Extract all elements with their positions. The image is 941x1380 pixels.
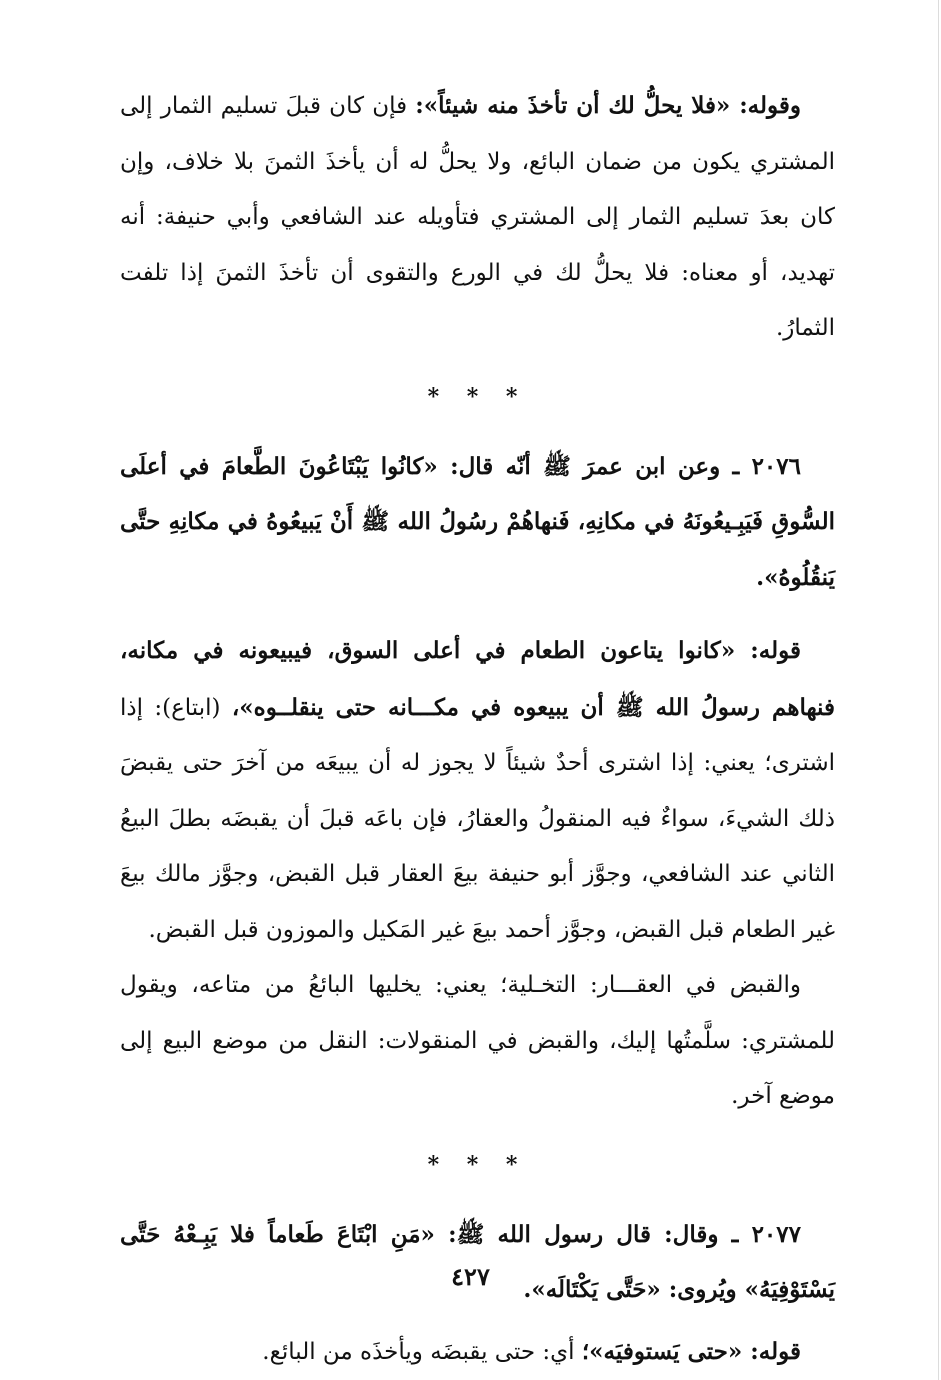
commentary-lead-1: وقوله: «فلا يحلُّ لك أن تأخذَ منه شيئاً»: xyxy=(415,92,802,119)
commentary-text-2: (ابتاع): إذا اشترى؛ يعني: إذا اشترى أحدٌ شيئاً لا يجوز له أن يبيعَه من آخرَ حتى يقبضَ ذلك الشيءَ، سواءٌ فيه المنقولُ والعقارُ، فإن باعَه قبلَ أن يقبضَه بطلَ البيعُ الثاني عند الشافعي، وجوَّز أبو حنيفة بيعَ العقار قبل القبض، وجوَّز مالك بيعَ غير الطعام قبل القبض، وجوَّز أحمد بيعَ غير المَكيل والموزون قبل القبض. xyxy=(120,694,835,943)
page-edge-line xyxy=(938,0,939,1380)
commentary-paragraph-4 xyxy=(120,1324,835,1380)
commentary-paragraph-3: والقبض في العقـــار: التخـلية؛ يعني: يخليها البائعُ من متاعه، ويقول للمشتري: سلَّمتُها إليك، والقبض في المنقولات: النقل من موضع البيع إلى موضع آخر. xyxy=(120,972,835,1109)
commentary-paragraph-2 xyxy=(120,623,835,958)
commentary-lead-4: قوله: «حتى يَستوفيَه»؛ xyxy=(581,1337,801,1365)
commentary-paragraph-1 xyxy=(120,78,835,357)
hadith-2077: ٢٠٧٧ ـ وقال: قال رسول الله ﷺ: «مَنِ ابْتَاعَ طَعاماً فلا يَبِـعْهُ حَتَّى يَسْتَوْفِيَهُ» ويُروى: «حَتَّى يَكْتَالَه». xyxy=(120,1220,835,1303)
section-separator-2: * * * xyxy=(427,1151,528,1178)
page-number: ٤٢٧ xyxy=(451,1262,490,1291)
page-body xyxy=(120,78,835,1380)
commentary-text-1: فإن كان قبلَ تسليم الثمار إلى المشتري يكون من ضمان البائع، ولا يحلُّ له أن يأخذَ الثمنَ بلا خلاف، وإن كان بعدَ تسليم الثمار إلى المشتري فتأويله عند الشافعي وأبي حنيفة: أنه تهديد، أو معناه: فلا يحلُّ لك في الورع والتقوى أن تأخذَ الثمنَ إذا تلفت الثمارُ. xyxy=(120,93,835,341)
section-separator-1: * * * xyxy=(427,383,528,410)
commentary-text-4: أي: حتى يقبضَه ويأخذَه من البائع. xyxy=(262,1338,582,1365)
spacer xyxy=(120,605,835,623)
hadith-2076: ٢٠٧٦ ـ وعن ابن عمرَ ﷺ أنّه قال: «كانُوا يَبْتَاعُونَ الطَّعامَ في أعلَى السُّوقِ فَيَبِـيعُونَهُ في مكانِهِ، فَنهاهُمْ رسُولُ الله ﷺ أَنْ يَبيعُوهُ في مكانِهِ حتَّى يَنقُلُوهُ». xyxy=(120,452,835,591)
commentary-lead-2: قوله: «كانوا يتاعون الطعام في أعلى السوق، فيبيعونه في مكانه، فنهاهم رسولُ الله ﷺ أن يبيعوه في مكـــانه حتى ينقلــوه»، xyxy=(120,637,835,721)
